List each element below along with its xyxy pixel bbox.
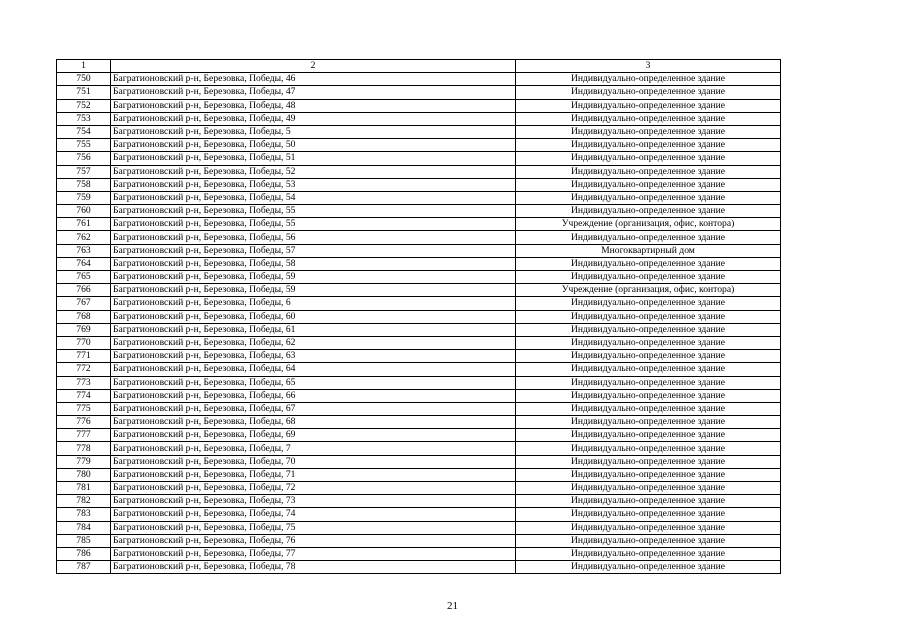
row-number-cell: 780 xyxy=(57,468,111,481)
object-type-cell: Индивидуально-определенное здание xyxy=(516,297,781,310)
address-cell: Багратионовский р-н, Березовка, Победы, 71 xyxy=(111,468,516,481)
table-row xyxy=(57,297,781,310)
object-type-cell: Индивидуально-определенное здание xyxy=(516,139,781,152)
row-number-cell: 785 xyxy=(57,534,111,547)
table-row xyxy=(57,402,781,415)
object-type-cell: Индивидуально-определенное здание xyxy=(516,205,781,218)
object-type-cell: Индивидуально-определенное здание xyxy=(516,376,781,389)
object-type-cell: Индивидуально-определенное здание xyxy=(516,350,781,363)
row-number-cell: 786 xyxy=(57,547,111,560)
property-table xyxy=(56,59,781,574)
table-row xyxy=(57,271,781,284)
object-type-cell: Индивидуально-определенное здание xyxy=(516,482,781,495)
address-cell: Багратионовский р-н, Березовка, Победы, 64 xyxy=(111,363,516,376)
object-type-cell: Индивидуально-определенное здание xyxy=(516,389,781,402)
table-row xyxy=(57,125,781,138)
table-row xyxy=(57,482,781,495)
table-row xyxy=(57,231,781,244)
page-number: 21 xyxy=(447,600,458,612)
object-type-cell: Индивидуально-определенное здание xyxy=(516,429,781,442)
table-row xyxy=(57,455,781,468)
row-number-cell: 752 xyxy=(57,99,111,112)
table-body xyxy=(57,60,781,574)
object-type-cell: Индивидуально-определенное здание xyxy=(516,310,781,323)
object-type-cell: Индивидуально-определенное здание xyxy=(516,521,781,534)
table-row xyxy=(57,99,781,112)
address-cell: Багратионовский р-н, Березовка, Победы, 58 xyxy=(111,257,516,270)
table-row xyxy=(57,112,781,125)
table-row xyxy=(57,244,781,257)
address-cell: Багратионовский р-н, Березовка, Победы, 53 xyxy=(111,178,516,191)
object-type-cell: Индивидуально-определенное здание xyxy=(516,416,781,429)
row-number-cell: 770 xyxy=(57,336,111,349)
row-number-cell: 760 xyxy=(57,205,111,218)
table-row xyxy=(57,363,781,376)
row-number-cell: 773 xyxy=(57,376,111,389)
address-cell: Багратионовский р-н, Березовка, Победы, 7 xyxy=(111,442,516,455)
object-type-cell: Индивидуально-определенное здание xyxy=(516,495,781,508)
object-type-cell: Индивидуально-определенное здание xyxy=(516,561,781,574)
row-number-cell: 784 xyxy=(57,521,111,534)
row-number-cell: 783 xyxy=(57,508,111,521)
row-number-cell: 779 xyxy=(57,455,111,468)
column-header-type: 3 xyxy=(516,60,781,73)
row-number-cell: 777 xyxy=(57,429,111,442)
address-cell: Багратионовский р-н, Березовка, Победы, 5 xyxy=(111,125,516,138)
table-row xyxy=(57,73,781,86)
address-cell: Багратионовский р-н, Березовка, Победы, 50 xyxy=(111,139,516,152)
object-type-cell: Индивидуально-определенное здание xyxy=(516,99,781,112)
row-number-cell: 759 xyxy=(57,191,111,204)
address-cell: Багратионовский р-н, Березовка, Победы, 75 xyxy=(111,521,516,534)
address-cell: Багратионовский р-н, Березовка, Победы, 47 xyxy=(111,86,516,99)
address-cell: Багратионовский р-н, Березовка, Победы, 48 xyxy=(111,99,516,112)
address-cell: Багратионовский р-н, Березовка, Победы, 69 xyxy=(111,429,516,442)
address-cell: Багратионовский р-н, Березовка, Победы, 65 xyxy=(111,376,516,389)
table-row xyxy=(57,547,781,560)
object-type-cell: Индивидуально-определенное здание xyxy=(516,165,781,178)
object-type-cell: Индивидуально-определенное здание xyxy=(516,455,781,468)
table-row xyxy=(57,178,781,191)
row-number-cell: 771 xyxy=(57,350,111,363)
row-number-cell: 765 xyxy=(57,271,111,284)
address-cell: Багратионовский р-н, Березовка, Победы, 61 xyxy=(111,323,516,336)
address-cell: Багратионовский р-н, Березовка, Победы, 62 xyxy=(111,336,516,349)
address-cell: Багратионовский р-н, Березовка, Победы, 52 xyxy=(111,165,516,178)
row-number-cell: 757 xyxy=(57,165,111,178)
table-row xyxy=(57,429,781,442)
object-type-cell: Индивидуально-определенное здание xyxy=(516,323,781,336)
table-header-row xyxy=(57,60,781,73)
table-row xyxy=(57,416,781,429)
table-row xyxy=(57,561,781,574)
object-type-cell: Индивидуально-определенное здание xyxy=(516,547,781,560)
column-header-number: 1 xyxy=(57,60,111,73)
row-number-cell: 766 xyxy=(57,284,111,297)
object-type-cell: Индивидуально-определенное здание xyxy=(516,508,781,521)
table-row xyxy=(57,323,781,336)
table-row xyxy=(57,350,781,363)
address-cell: Багратионовский р-н, Березовка, Победы, 67 xyxy=(111,402,516,415)
address-cell: Багратионовский р-н, Березовка, Победы, 6 xyxy=(111,297,516,310)
table-row xyxy=(57,442,781,455)
object-type-cell: Индивидуально-определенное здание xyxy=(516,534,781,547)
address-cell: Багратионовский р-н, Березовка, Победы, 74 xyxy=(111,508,516,521)
object-type-cell: Индивидуально-определенное здание xyxy=(516,73,781,86)
object-type-cell: Учреждение (организация, офис, контора) xyxy=(516,218,781,231)
address-cell: Багратионовский р-н, Березовка, Победы, 76 xyxy=(111,534,516,547)
row-number-cell: 751 xyxy=(57,86,111,99)
object-type-cell: Индивидуально-определенное здание xyxy=(516,178,781,191)
object-type-cell: Индивидуально-определенное здание xyxy=(516,468,781,481)
table-row xyxy=(57,376,781,389)
row-number-cell: 756 xyxy=(57,152,111,165)
address-cell: Багратионовский р-н, Березовка, Победы, 59 xyxy=(111,271,516,284)
object-type-cell: Индивидуально-определенное здание xyxy=(516,152,781,165)
table-row xyxy=(57,508,781,521)
object-type-cell: Индивидуально-определенное здание xyxy=(516,336,781,349)
object-type-cell: Индивидуально-определенное здание xyxy=(516,125,781,138)
address-cell: Багратионовский р-н, Березовка, Победы, 77 xyxy=(111,547,516,560)
object-type-cell: Учреждение (организация, офис, контора) xyxy=(516,284,781,297)
address-cell: Багратионовский р-н, Березовка, Победы, 57 xyxy=(111,244,516,257)
object-type-cell: Индивидуально-определенное здание xyxy=(516,112,781,125)
object-type-cell: Индивидуально-определенное здание xyxy=(516,271,781,284)
row-number-cell: 750 xyxy=(57,73,111,86)
row-number-cell: 778 xyxy=(57,442,111,455)
row-number-cell: 787 xyxy=(57,561,111,574)
row-number-cell: 769 xyxy=(57,323,111,336)
table-row xyxy=(57,191,781,204)
address-cell: Багратионовский р-н, Березовка, Победы, 49 xyxy=(111,112,516,125)
address-cell: Багратионовский р-н, Березовка, Победы, 78 xyxy=(111,561,516,574)
table-row xyxy=(57,310,781,323)
object-type-cell: Многоквартирный дом xyxy=(516,244,781,257)
table-row xyxy=(57,205,781,218)
row-number-cell: 781 xyxy=(57,482,111,495)
object-type-cell: Индивидуально-определенное здание xyxy=(516,257,781,270)
address-cell: Багратионовский р-н, Березовка, Победы, 70 xyxy=(111,455,516,468)
table-row xyxy=(57,495,781,508)
table-row xyxy=(57,468,781,481)
table-row xyxy=(57,218,781,231)
object-type-cell: Индивидуально-определенное здание xyxy=(516,86,781,99)
table-row xyxy=(57,336,781,349)
address-cell: Багратионовский р-н, Березовка, Победы, 54 xyxy=(111,191,516,204)
table-row xyxy=(57,86,781,99)
address-cell: Багратионовский р-н, Березовка, Победы, 55 xyxy=(111,218,516,231)
table-row xyxy=(57,284,781,297)
address-cell: Багратионовский р-н, Березовка, Победы, 66 xyxy=(111,389,516,402)
row-number-cell: 761 xyxy=(57,218,111,231)
address-cell: Багратионовский р-н, Березовка, Победы, 68 xyxy=(111,416,516,429)
row-number-cell: 775 xyxy=(57,402,111,415)
row-number-cell: 763 xyxy=(57,244,111,257)
row-number-cell: 768 xyxy=(57,310,111,323)
address-cell: Багратионовский р-н, Березовка, Победы, 51 xyxy=(111,152,516,165)
column-header-address: 2 xyxy=(111,60,516,73)
address-cell: Багратионовский р-н, Березовка, Победы, 55 xyxy=(111,205,516,218)
row-number-cell: 776 xyxy=(57,416,111,429)
row-number-cell: 753 xyxy=(57,112,111,125)
row-number-cell: 754 xyxy=(57,125,111,138)
address-cell: Багратионовский р-н, Березовка, Победы, 46 xyxy=(111,73,516,86)
address-cell: Багратионовский р-н, Березовка, Победы, 72 xyxy=(111,482,516,495)
address-cell: Багратионовский р-н, Березовка, Победы, 56 xyxy=(111,231,516,244)
row-number-cell: 772 xyxy=(57,363,111,376)
object-type-cell: Индивидуально-определенное здание xyxy=(516,442,781,455)
row-number-cell: 762 xyxy=(57,231,111,244)
row-number-cell: 767 xyxy=(57,297,111,310)
row-number-cell: 755 xyxy=(57,139,111,152)
address-cell: Багратионовский р-н, Березовка, Победы, 59 xyxy=(111,284,516,297)
address-cell: Багратионовский р-н, Березовка, Победы, 60 xyxy=(111,310,516,323)
address-cell: Багратионовский р-н, Березовка, Победы, 63 xyxy=(111,350,516,363)
table-row xyxy=(57,139,781,152)
row-number-cell: 782 xyxy=(57,495,111,508)
row-number-cell: 758 xyxy=(57,178,111,191)
row-number-cell: 774 xyxy=(57,389,111,402)
table-row xyxy=(57,534,781,547)
object-type-cell: Индивидуально-определенное здание xyxy=(516,363,781,376)
object-type-cell: Индивидуально-определенное здание xyxy=(516,402,781,415)
table-row xyxy=(57,521,781,534)
row-number-cell: 764 xyxy=(57,257,111,270)
table-row xyxy=(57,389,781,402)
object-type-cell: Индивидуально-определенное здание xyxy=(516,191,781,204)
object-type-cell: Индивидуально-определенное здание xyxy=(516,231,781,244)
table-row xyxy=(57,165,781,178)
table-row xyxy=(57,152,781,165)
address-cell: Багратионовский р-н, Березовка, Победы, 73 xyxy=(111,495,516,508)
table-row xyxy=(57,257,781,270)
